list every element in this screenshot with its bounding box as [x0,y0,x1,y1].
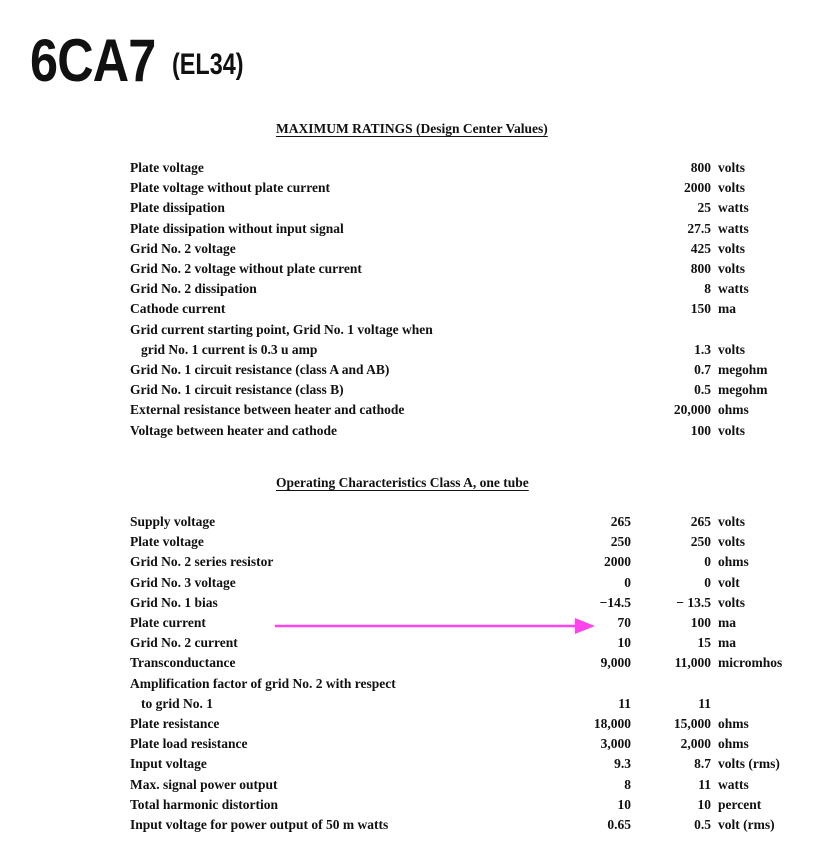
operating-value-col1: 9,000 [600,655,631,671]
operating-row [0,512,827,532]
operating-row [0,694,827,714]
rating-unit: volts [718,160,745,175]
operating-value-col1: 0 [624,574,631,590]
max-rating-row [0,219,827,239]
operating-value-col2: 250 [690,534,711,550]
rating-label: External resistance between heater and cathode [130,402,405,418]
operating-label: Plate load resistance [130,736,248,752]
operating-value-col1: 265 [610,514,631,529]
operating-value-col1: 11 [618,695,631,711]
rating-unit: volts [718,422,745,438]
operating-label: Grid No. 2 series resistor [130,554,274,570]
rating-label: Grid No. 2 voltage [130,240,236,256]
operating-unit: watts [718,776,749,792]
rating-unit: ma [718,301,736,317]
operating-value-col1: 3,000 [600,736,631,752]
operating-value-col1: 10 [617,635,631,651]
operating-value-col2: 0.5 [694,817,711,832]
rating-label: Plate dissipation without input signal [130,220,344,236]
rating-value: 425 [690,240,711,256]
rating-label: Plate dissipation [130,200,225,216]
rating-unit: volts [718,240,745,256]
rating-label: grid No. 1 current is 0.3 u amp [141,341,318,357]
operating-value-col1: 2000 [604,554,631,570]
operating-row [0,573,827,593]
operating-unit: micromhos [718,655,783,671]
operating-label: to grid No. 1 [141,695,213,711]
max-rating-row [0,279,827,299]
rating-value: 27.5 [687,220,711,236]
operating-row [0,734,827,754]
rating-label: Plate voltage [130,160,204,175]
highlight-arrow [275,614,605,638]
operating-unit: volt [718,574,740,590]
tube-equivalent-subtitle: (EL34) [172,48,244,81]
operating-value-col2: 8.7 [694,756,711,772]
operating-unit: percent [718,796,762,812]
operating-value-col1: −14.5 [599,594,631,610]
rating-value: 100 [690,422,711,438]
operating-row [0,653,827,673]
rating-unit: watts [718,220,749,236]
operating-value-col2: − 13.5 [676,594,711,610]
max-rating-row [0,198,827,218]
operating-unit: volts [718,534,745,550]
operating-value-col1: 9.3 [614,756,631,772]
max-rating-row [0,259,827,279]
max-rating-row [0,178,827,198]
operating-label: Supply voltage [130,514,216,529]
operating-value-col1: 18,000 [593,716,631,731]
rating-value: 800 [690,160,711,175]
rating-value: 0.7 [694,362,711,377]
operating-label: Input voltage for power output of 50 m watts [130,817,389,832]
rating-unit: watts [718,200,749,216]
max-ratings-heading: MAXIMUM RATINGS (Design Center Values) [276,121,548,136]
rating-label: Grid No. 1 circuit resistance (class A and AB) [130,362,390,377]
rating-unit: volts [718,261,745,276]
operating-row [0,532,827,552]
rating-label: Grid No. 1 circuit resistance (class B) [130,382,344,398]
operating-value-col2: 100 [690,615,711,630]
operating-label: Max. signal power output [130,776,278,792]
operating-value-col1: 70 [617,615,631,630]
rating-value: 2000 [684,180,711,196]
operating-unit: ohms [718,736,749,752]
operating-label: Plate current [130,615,206,630]
max-rating-row [0,158,827,178]
operating-label: Grid No. 1 bias [130,594,218,610]
operating-row [0,754,827,774]
rating-label: Voltage between heater and cathode [130,422,337,438]
operating-value-col2: 10 [697,796,711,812]
rating-unit: watts [718,281,749,297]
operating-row [0,714,827,734]
rating-label: Grid No. 2 voltage without plate current [130,261,362,276]
operating-label: Grid No. 3 voltage [130,574,236,590]
rating-unit: megohm [718,382,768,398]
operating-value-col2: 11 [698,695,711,711]
rating-label: Grid No. 2 dissipation [130,281,257,297]
rating-value: 0.5 [694,382,711,398]
rating-value: 1.3 [694,341,711,357]
operating-value-col2: 265 [690,514,711,529]
rating-value: 8 [704,281,711,297]
highlight-arrow-head [575,618,595,634]
max-rating-row [0,360,827,380]
operating-unit: ma [718,615,736,630]
max-rating-row [0,400,827,420]
operating-label: Input voltage [130,756,207,772]
operating-row [0,795,827,815]
rating-value: 800 [690,261,711,276]
operating-label: Amplification factor of grid No. 2 with respect [130,675,396,691]
operating-unit: volts (rms) [718,756,780,772]
rating-value: 20,000 [673,402,711,418]
operating-row [0,775,827,795]
operating-unit: volt (rms) [718,817,775,832]
operating-value-col2: 0 [704,554,711,570]
operating-value-col2: 15,000 [673,716,711,731]
max-rating-row [0,320,827,340]
operating-row [0,815,827,835]
rating-unit: volts [718,341,745,357]
operating-label: Total harmonic distortion [130,796,279,812]
max-rating-row [0,239,827,259]
operating-value-col2: 2,000 [680,736,711,752]
operating-characteristics-heading: Operating Characteristics Class A, one tube [276,475,529,490]
operating-unit: ma [718,635,736,651]
operating-label: Plate voltage [130,534,204,550]
operating-unit: volts [718,594,745,610]
operating-value-col2: 11 [698,776,711,792]
rating-label: Grid current starting point, Grid No. 1 voltage when [130,321,433,337]
rating-value: 150 [690,301,711,317]
tube-type-title: 6CA7 [30,27,156,94]
rating-unit: volts [718,180,745,196]
operating-row [0,593,827,613]
operating-value-col2: 0 [704,574,711,590]
operating-value-col1: 8 [624,776,631,792]
rating-unit: megohm [718,362,768,377]
operating-value-col2: 15 [697,635,711,651]
max-rating-row [0,340,827,360]
operating-label: Grid No. 2 current [130,635,238,651]
operating-unit: ohms [718,716,749,731]
operating-row [0,674,827,694]
rating-label: Cathode current [130,301,226,317]
operating-value-col1: 10 [617,796,631,812]
operating-label: Transconductance [130,655,236,671]
operating-label: Plate resistance [130,716,220,731]
max-rating-row [0,299,827,319]
rating-label: Plate voltage without plate current [130,180,330,196]
operating-unit: ohms [718,554,749,570]
max-rating-row [0,380,827,400]
rating-value: 25 [697,200,711,216]
rating-unit: ohms [718,402,749,418]
operating-unit: volts [718,514,745,529]
operating-value-col1: 0.65 [607,817,631,832]
operating-value-col1: 250 [610,534,631,550]
operating-value-col2: 11,000 [674,655,711,671]
operating-row [0,552,827,572]
max-rating-row [0,421,827,441]
